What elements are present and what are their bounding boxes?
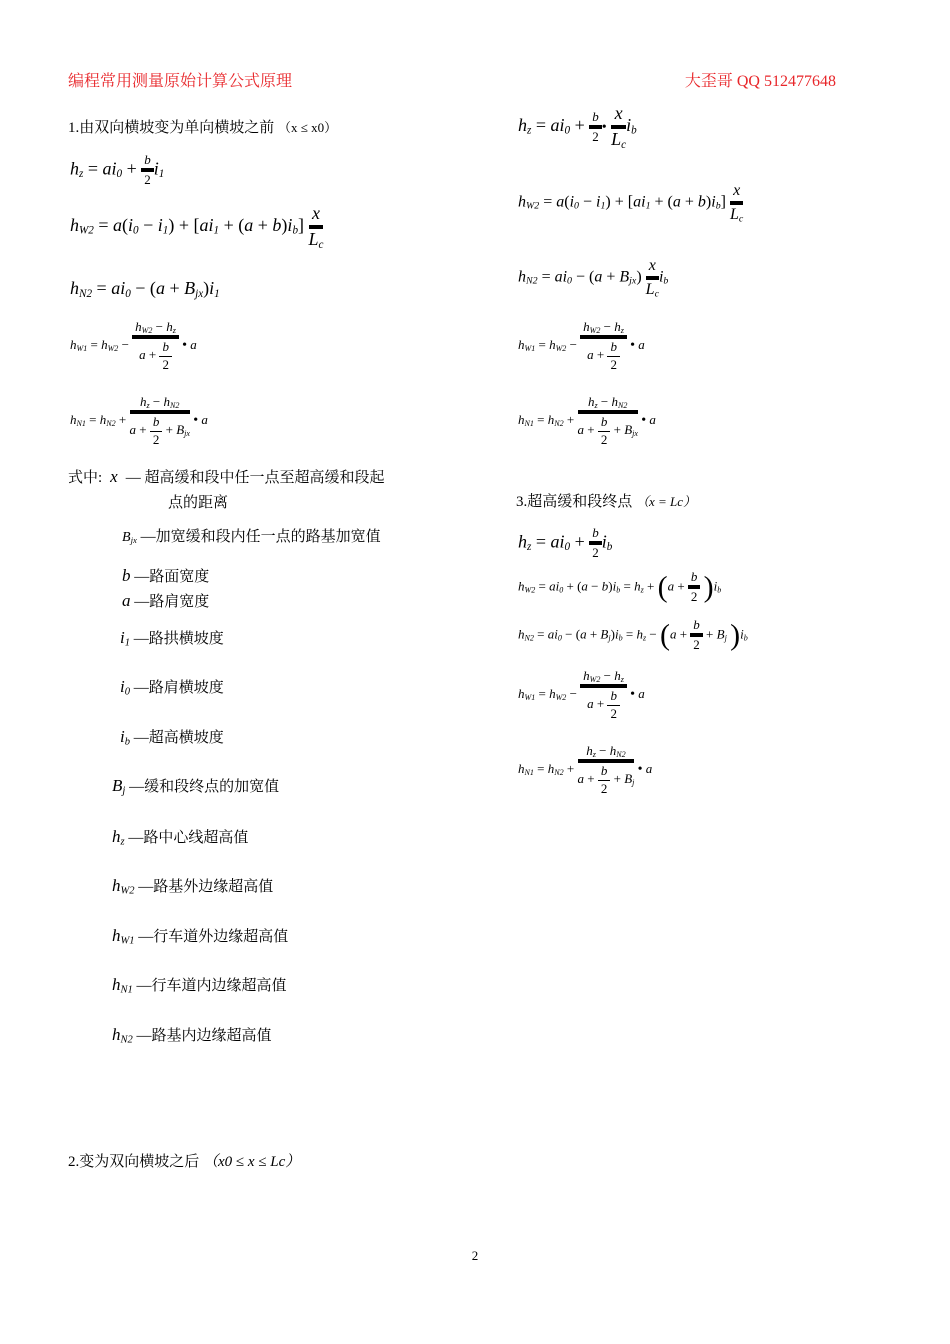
formula-hw1-1: $h_{W1} = h_{W2}$ − $h_{W2} - h_z$ a + $\frac{b}{2}$ • a [70,319,197,372]
definition-i1: $i_1$ —路拱横坡度 [120,628,224,649]
definition-a-text: —路肩宽度 [134,594,210,610]
definition-bjx-text: —加宽缓和段内任一点的路基加宽值 [140,529,381,545]
definition-hw2: $h_{W2}$ —路基外边缘超高值 [112,876,274,897]
section-2-title: 2.变为双向横坡之后 [68,1154,200,1170]
definition-b-text: —路面宽度 [134,569,210,585]
definition-hw1: $h_{W1}$ —行车道外边缘超高值 [112,926,289,947]
definition-hz: $h_z$ —路中心线超高值 [112,827,249,848]
formula-hw2-2: $h_{W2} = a(i_0 - i_1) + [ai_1 + (a + b)i_b]$ $\frac{x}{L_c}$ [518,182,744,225]
definition-hn2-text: —路基内边缘超高值 [136,1028,272,1044]
formula-hw1-3: $h_{W1} = h_{W2}$ − $h_{W2} - h_z$ a + $\frac{b}{2}$ • a [518,668,645,721]
formula-hn1-3: $h_{N1} = h_{N2}$ + $h_z - h_{N2}$ a + $\frac{b}{2}$ + $B_j$ • a [518,743,653,796]
formula-hn2-1: $h_{N2} = ai_0 - (a + B_{jx})i_1$ [70,278,220,300]
formula-hz-1: $h_z = ai_0$ + $\frac{b}{2}$ $i_1$ [70,152,165,188]
definition-bj-text: —缓和段终点的加宽值 [129,779,280,795]
definition-hw2-text: —路基外边缘超高值 [138,879,274,895]
definition-x-text: — 超高缓和段中任一点至超高缓和段起 [125,470,385,486]
definitions-intro: 式中: [68,470,103,486]
definition-bj: $B_j$ —缓和段终点的加宽值 [112,776,280,797]
definition-hn1: $h_{N1}$ —行车道内边缘超高值 [112,975,287,996]
formula-hw2-3: $h_{W2} = ai_0 + (a - b)i_b = h_z + (a$ + $\frac{b}{2}$ )$i_b$ [518,569,722,605]
document-title: 编程常用测量原始计算公式原理 [68,73,293,90]
section-3-heading [516,490,696,511]
formula-hn1-2: $h_{N1} = h_{N2}$ + $h_z - h_{N2}$ a + $\frac{b}{2}$ + $B_{jx}$ • a [518,394,656,447]
formula-hn1-1: $h_{N1} = h_{N2}$ + $h_z - h_{N2}$ a + $\frac{b}{2}$ + $B_{jx}$ • a [70,394,208,447]
definition-hz-text: —路中心线超高值 [128,830,249,846]
formula-hz-3: $h_z = ai_0$ + $\frac{b}{2}$ $i_b$ [518,525,613,561]
formula-hw2-1: $h_{W2} = a(i_0 - i_1) + [ai_1 + (a + b)i_b]$ $\frac{x}{L_c}$ [70,203,324,251]
formula-hn2-3: $h_{N2} = ai_0 - (a + B_j)i_b = h_z - (a$ + $\frac{b}{2}$ + $B_j$ )$i_b$ [518,617,748,653]
section-2-heading [68,1150,300,1171]
section-1-title: 1.由双向横坡变为单向横坡之前 [68,120,275,136]
definition-i0: $i_0$ —路肩横坡度 [120,677,224,698]
formula-hz-2: $h_z = ai_0$ + $\frac{b}{2}$ • $\frac{x}{L_c}$ $i_b$ [518,103,637,151]
definition-x: 式中: x — 超高缓和段中任一点至超高缓和段起 [68,467,385,486]
definition-x-continued: 点的距离 [168,495,229,511]
section-3-title: 3.超高缓和段终点 [516,494,633,510]
definition-ib-text: —超高横坡度 [133,730,224,746]
definition-i0-text: —路肩横坡度 [133,680,224,696]
definition-hn1-text: —行车道内边缘超高值 [136,978,287,994]
section-2-condition: （x0 ≤ x ≤ Lc） [203,1154,301,1170]
author-contact: 大歪哥 QQ 512477648 [684,73,836,90]
definition-a: a —路肩宽度 [122,591,210,610]
section-1-condition: （x ≤ x0） [278,120,338,135]
definition-i1-text: —路拱横坡度 [133,631,224,647]
page-number: 2 [471,1248,479,1263]
formula-hw1-2: $h_{W1} = h_{W2}$ − $h_{W2} - h_z$ a + $\frac{b}{2}$ • a [518,319,645,372]
formula-hn2-2: $h_{N2} = ai_0 - (a + B_{jx})$ $\frac{x}{L_c}$ $i_b$ [518,257,669,300]
definition-hw1-text: —行车道外边缘超高值 [138,929,289,945]
definition-b: b —路面宽度 [122,566,210,585]
section-1-heading [68,116,337,137]
section-3-condition: （x = Lc） [636,494,697,509]
definition-bjx: $B_{jx}$ —加宽缓和段内任一点的路基加宽值 [122,529,381,546]
definition-ib: $i_b$ —超高横坡度 [120,727,224,748]
definition-hn2: $h_{N2}$ —路基内边缘超高值 [112,1025,272,1046]
